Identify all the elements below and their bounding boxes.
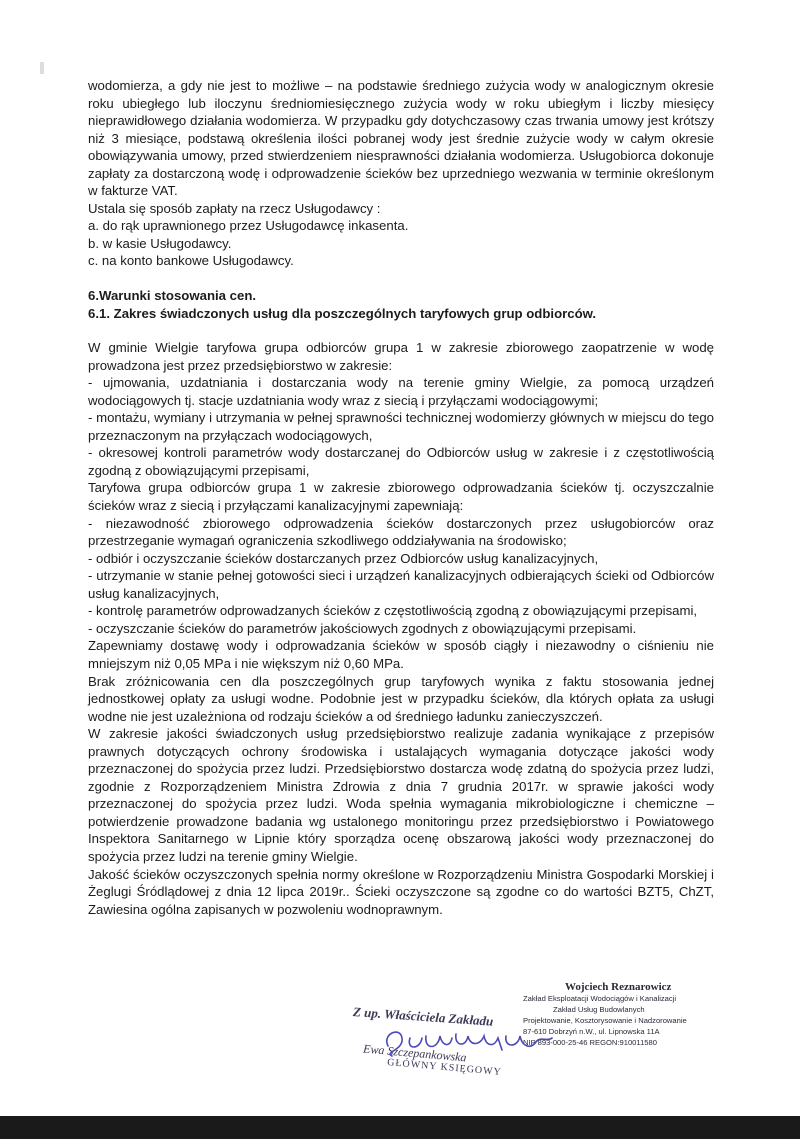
- group1-item: - ujmowania, uzdatniania i dostarczania wody na terenie gminy Wielgie, za pomocą urządzeń wodociągowych tj. stacje uzdatniania wody wraz z siecią i przyłączami wodociągowymi;: [88, 375, 714, 408]
- quality-paragraph: W zakresie jakości świadczonych usług przedsiębiorstwo realizuje zadania wynikające z przepisów prawnych dotyczących ochrony środowiska i ustalających wymagania dotyczące jakości wody przeznaczonej do spożycia przez ludzi. Przedsiębiorstwo dostarcza wodę zdatną do spożycia przez ludzi, zgodnie z Rozporządzeniem Ministra Zdrowia z dnia 7 grudnia 2017r. w sprawie jakości wody przeznaczonej do spożycia przez ludzi. Woda spełnia wymagania mikrobiologiczne i chemiczne – potwierdzenie prowadzone badania wg ustalonego monitoringu przez przedsiębiorstwo i Powiatowego Inspektora Sanitarnego w Lipnie który sporządza ocenę obszarową jakości wody przeznaczonej do spożycia przez ludzi na terenie gminy Wielgie.: [88, 726, 714, 864]
- section-heading-6: 6.Warunki stosowania cen.: [88, 288, 257, 304]
- group1-item: - okresowej kontroli parametrów wody dostarczanej do Odbiorców usług w zakresie i z częstotliwością zgodną z obowiązującymi przepisami,: [88, 445, 714, 478]
- payment-option-a: a. do rąk uprawnionego przez Usługodawcę inkasenta.: [88, 218, 409, 234]
- section-heading-6-1: 6.1. Zakres świadczonych usług dla poszczególnych taryfowych grup odbiorców.: [88, 305, 597, 321]
- group1-intro: W gminie Wielgie taryfowa grupa odbiorców grupa 1 w zakresie zbiorowego zaopatrzenie w wodę prowadzona jest przez przedsiębiorstwo w zakresie:: [88, 340, 714, 373]
- document-body: [88, 77, 714, 918]
- sewage-quality-paragraph: Jakość ścieków oczyszczonych spełnia normy określone w Rozporządzeniu Ministra Gospodarki Morskiej i Żeglugi Śródlądowej z dnia 12 lipca 2019r.. Ścieki oczyszczone są zgodne co do wartości BZT5, ChZT, Zawiesina ogólna zapisanych w pozwoleniu wodnoprawnym.: [88, 866, 714, 917]
- signer-role: GŁÓWNY KSIĘGOWY: [386, 1057, 503, 1078]
- scan-mark: [40, 62, 44, 74]
- payment-option-b: b. w kasie Usługodawcy.: [88, 235, 232, 251]
- guarantee-paragraph: Zapewniamy dostawę wody i odprowadzania ścieków w sposób ciągły i niezawodny o ciśnieniu nie mniejszym niż 0,05 MPa i nie większym niż 0,60 MPa.: [88, 638, 714, 671]
- scan-bottom-edge: [0, 1116, 800, 1139]
- no-diff-paragraph: Brak zróżnicowania cen dla poszczególnych grup taryfowych wynika z faktu stosowania jednej jednostkowej opłaty za usługi wodne. Podobnie jest w przypadku ścieków, dla których opłata za usługi wodne nie jest uzależniona od rodzaju ścieków a od średniego ładunku zanieczyszczeń.: [88, 673, 714, 724]
- stamp-line: Zakład Eksploatacji Wodociągów i Kanalizacji: [523, 994, 677, 1003]
- signer-name: Ewa Szczepankowska: [362, 1041, 468, 1065]
- sewage-item: - kontrolę parametrów odprowadzanych ścieków z częstotliwością zgodną z obowiązującymi przepisami,: [88, 603, 698, 619]
- stamp-line: NIP 893-000-25-46 REGON:910011580: [523, 1038, 657, 1047]
- stamp-name: Wojciech Reznarowicz: [565, 981, 672, 993]
- stamp-line: Zakład Usług Budowlanych: [553, 1005, 645, 1014]
- payment-intro: Ustala się sposób zapłaty na rzecz Usługodawcy :: [88, 200, 381, 216]
- sewage-item: - oczyszczanie ścieków do parametrów jakościowych zgodnych z obowiązującymi przepisami.: [88, 620, 637, 636]
- stamp-line: Projektowanie, Kosztorysowanie i Nadzorowanie: [523, 1016, 687, 1025]
- sewage-item: - niezawodność zbiorowego odprowadzenia ścieków dostarczonych przez usługobiorców oraz przestrzeganie wymagań ograniczenia szkodliwego oddziaływania na środowisko;: [88, 515, 714, 549]
- payment-option-c: c. na konto bankowe Usługodawcy.: [88, 253, 294, 269]
- signer-on-behalf: Z up. Właściciela Zakładu: [352, 1004, 494, 1029]
- sewage-intro: Taryfowa grupa odbiorców grupa 1 w zakresie zbiorowego odprowadzania ścieków tj. oczyszczalnie ścieków wraz z siecią i przyłączami kanalizacyjnymi zapewniają:: [88, 480, 714, 514]
- paragraph-intro: wodomierza, a gdy nie jest to możliwe – na podstawie średniego zużycia wody w analogicznym okresie roku ubiegłego lub iloczynu średniomiesięcznego zużycia wody w roku ubiegłym i liczby miesięcy nieprawidłowego działania wodomierza. W przypadku gdy dotychczasowy czas trwania umowy jest krótszy niż 3 miesiące, podstawą określenia ilości pobranej wody jest średnie zużycie wody w całym okresie obowiązywania umowy, przed stwierdzeniem niesprawności działania wodomierza. Usługobiorca dokonuje zapłaty za dostarczoną wodę i odprowadzenie ścieków bez uprzedniego wezwania w terminie określonym w fakturze VAT.: [88, 78, 714, 199]
- handwritten-signature: [380, 1016, 560, 1066]
- sewage-item: - utrzymanie w stanie pełnej gotowości sieci i urządzeń kanalizacyjnych odbierających ścieki od Odbiorców usług kanalizacyjnych,: [88, 568, 714, 601]
- stamp-line: 87-610 Dobrzyń n.W., ul. Lipnowska 11A: [523, 1027, 660, 1036]
- group1-item: - montażu, wymiany i utrzymania w pełnej sprawności technicznej wodomierzy głównych w miejscu do tego przeznaczonym na przyłączach wodociągowych,: [88, 410, 714, 443]
- sewage-item: - odbiór i oczyszczanie ścieków dostarczanych przez Odbiorców usług kanalizacyjnych,: [88, 550, 599, 566]
